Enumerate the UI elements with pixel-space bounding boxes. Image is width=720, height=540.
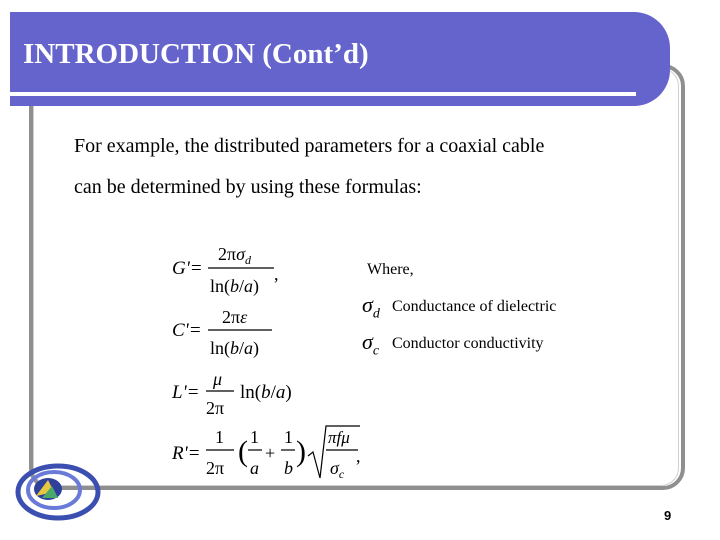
sigma-d-text: Conductance of dielectric xyxy=(392,298,557,316)
body-text-line-2: can be determined by using these formulas: xyxy=(74,176,422,198)
where-label: Where, xyxy=(367,261,414,278)
svg-text:a: a xyxy=(250,458,259,478)
sigma-c-text: Conductor conductivity xyxy=(392,335,544,353)
svg-text:+: + xyxy=(265,443,276,463)
formula-g xyxy=(172,244,279,297)
svg-text:): ) xyxy=(296,435,306,468)
formula-block xyxy=(160,230,370,485)
sigma-d-symbol: $\sigma_d$ xyxy=(362,292,380,322)
svg-text:2π: 2π xyxy=(206,458,225,478)
title-underline xyxy=(10,92,636,96)
formula-l xyxy=(171,369,292,418)
definition-sigma-d xyxy=(362,292,556,322)
page-number: 9 xyxy=(664,508,672,523)
svg-text:μ: μ xyxy=(213,369,223,389)
svg-text:1: 1 xyxy=(215,427,224,447)
svg-text:1: 1 xyxy=(250,427,259,447)
svg-text:2πσd: $2\pi\sigma_d$ xyxy=(218,244,251,267)
formula-r xyxy=(171,426,361,481)
svg-text:(: ( xyxy=(238,435,248,468)
svg-text:,: , xyxy=(356,446,361,466)
svg-text:σc: $\sigma_c$ xyxy=(330,458,345,481)
definition-sigma-c xyxy=(362,329,544,359)
formula-c xyxy=(172,307,272,359)
svg-text:G'=: G'= xyxy=(172,258,203,279)
svg-text:ln(b/a): ln(b/a) xyxy=(210,276,260,296)
svg-text:,: , xyxy=(274,264,279,284)
slide-title: INTRODUCTION (Cont’d) xyxy=(23,38,369,70)
svg-text:C'=: C'= xyxy=(172,320,202,341)
sigma-c-symbol: $\sigma_c$ xyxy=(362,329,380,359)
svg-text:ln(b/a): ln(b/a) xyxy=(210,338,260,358)
svg-text:πfμ: πfμ xyxy=(328,428,350,447)
svg-text:1: 1 xyxy=(284,427,293,447)
svg-text:ln(b/a): ln(b/a) xyxy=(240,382,292,403)
svg-text:2πε: 2πε xyxy=(222,307,248,327)
body-text-line-1: For example, the distributed parameters for a coaxial cable xyxy=(74,135,545,157)
svg-text:R'=: R'= xyxy=(172,443,201,464)
svg-text:b: b xyxy=(284,458,293,478)
svg-text:L'=: L'= xyxy=(172,382,200,403)
logo-icon xyxy=(14,462,104,522)
svg-text:2π: 2π xyxy=(206,398,225,418)
